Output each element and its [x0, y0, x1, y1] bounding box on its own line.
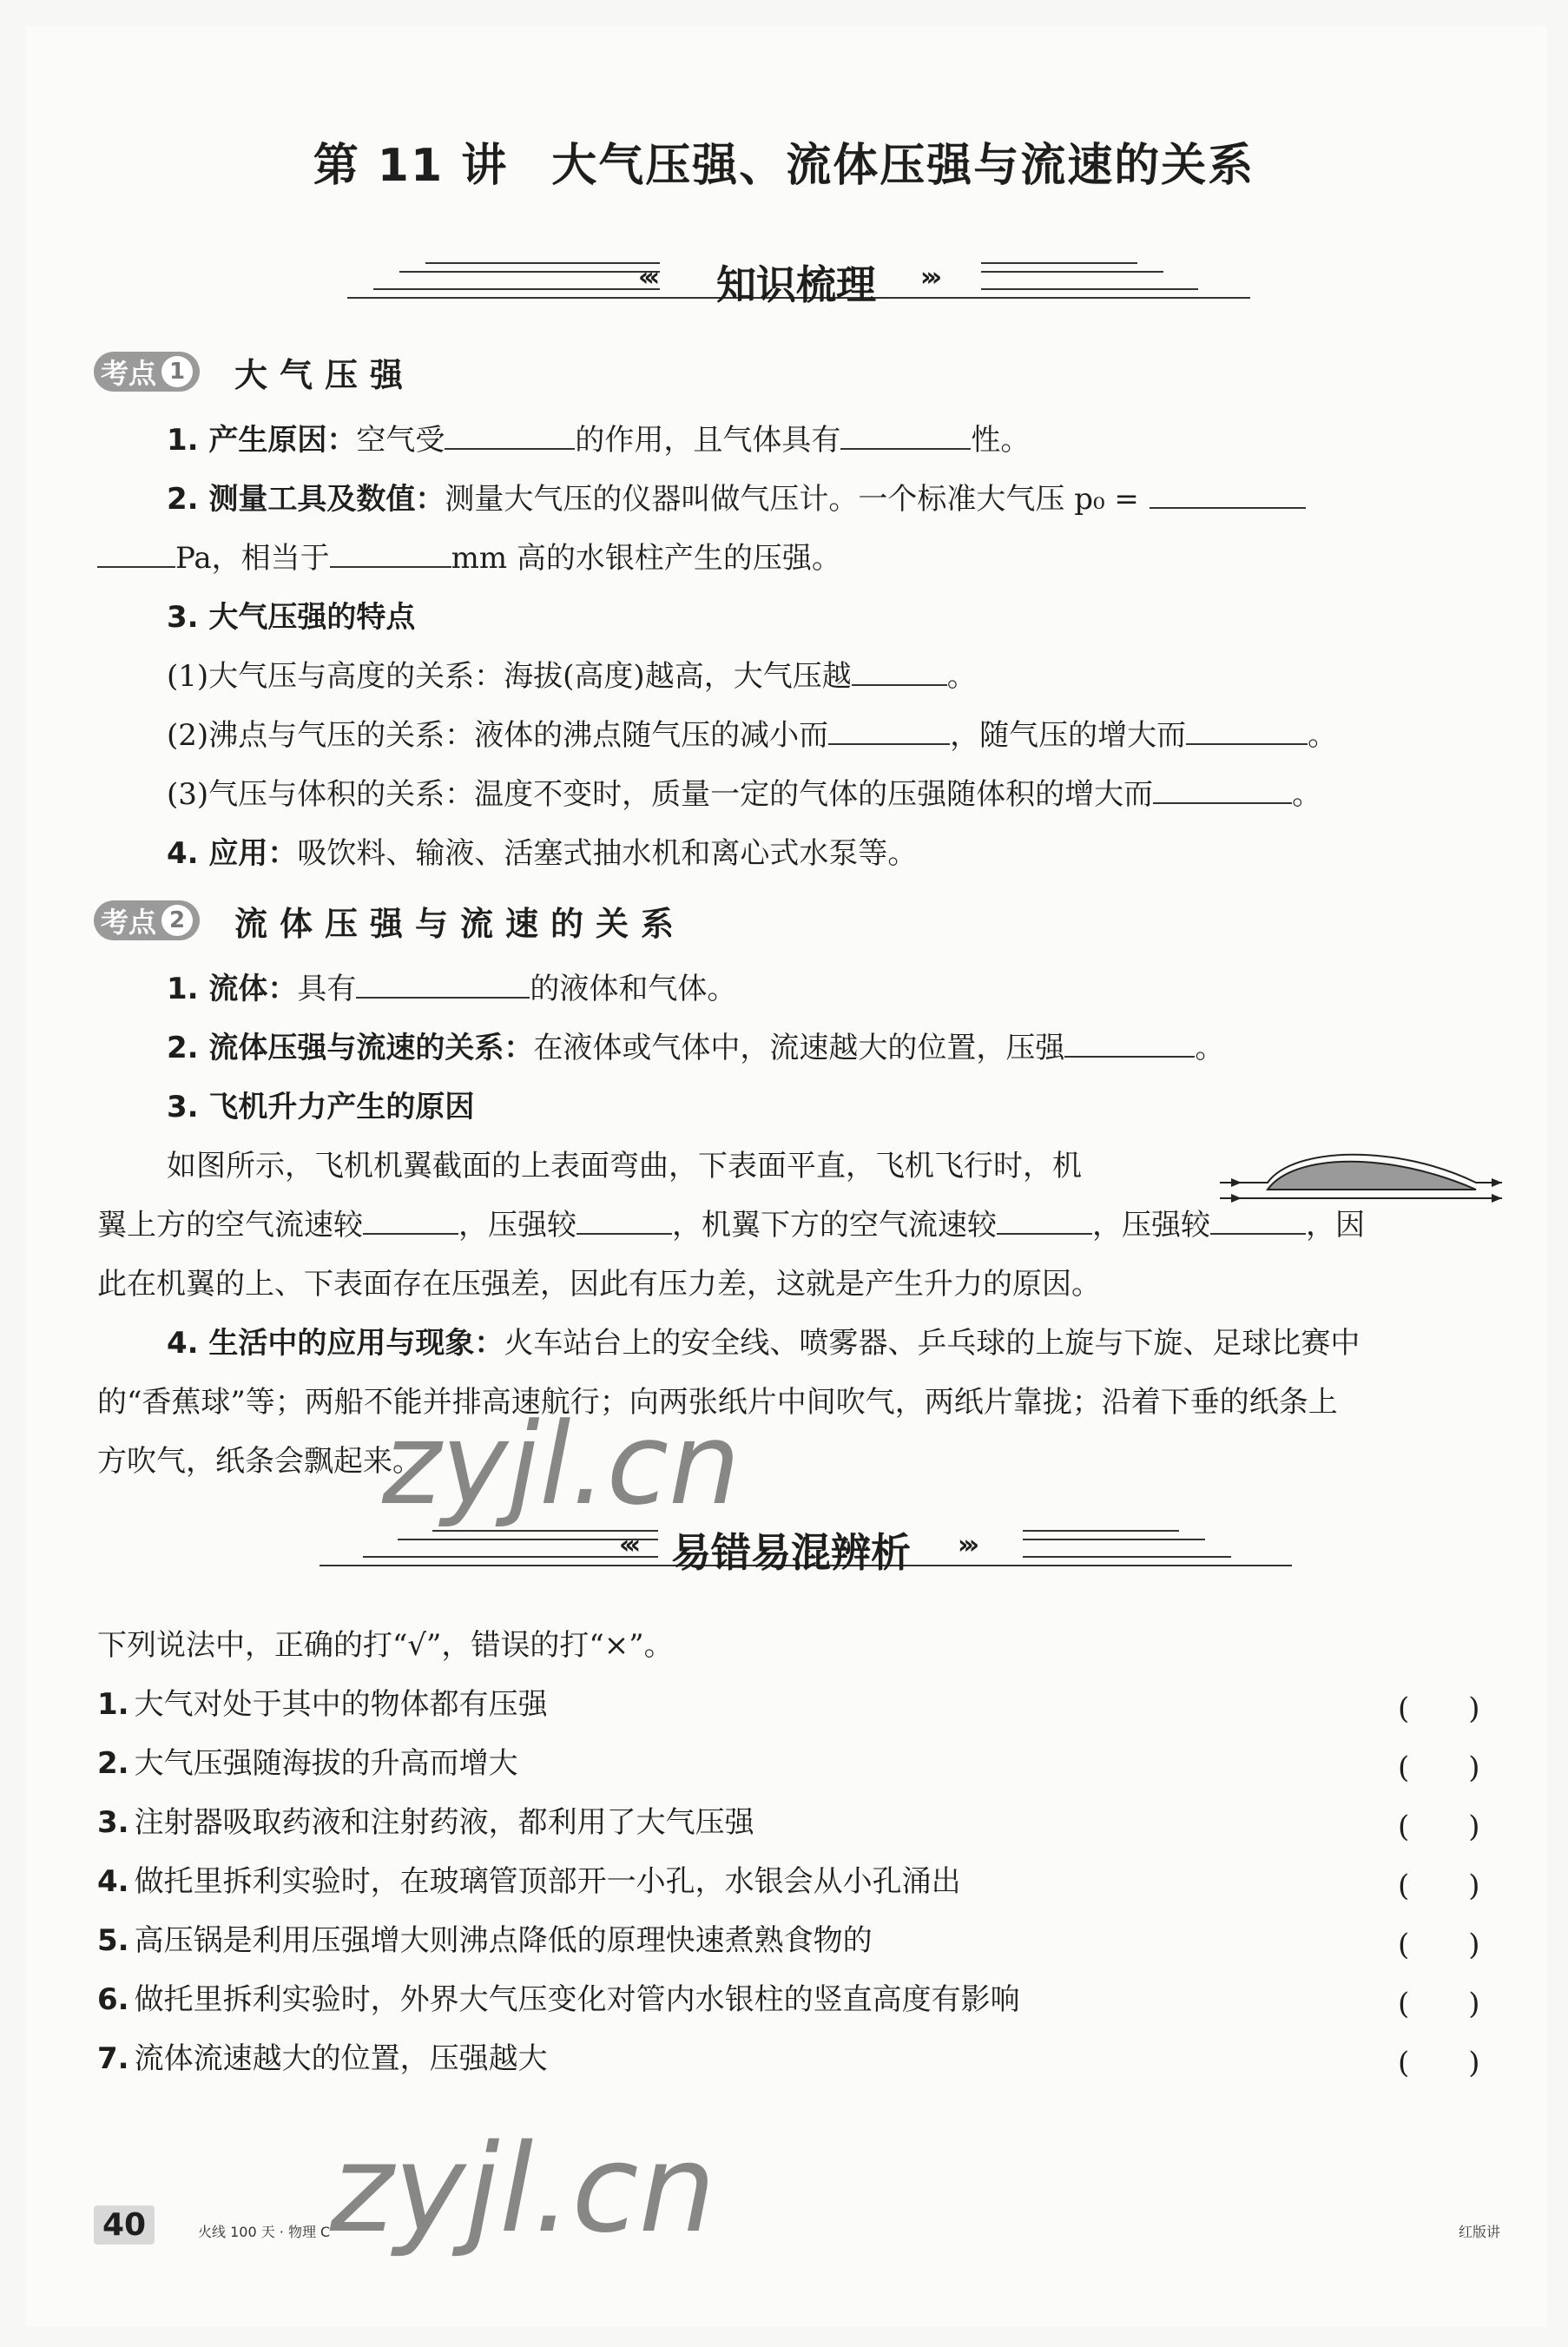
watermark: zyjl.cn	[330, 2119, 716, 2260]
k1-line-3-3: (3)气压与体积的关系：温度不变时，质量一定的气体的压强随体积的增大而 。	[167, 777, 1322, 812]
answer-parentheses[interactable]: ( )	[1398, 1869, 1480, 1903]
judge-item-number: 2.	[97, 1746, 129, 1781]
judge-item	[97, 2039, 548, 2079]
k1-line-2b: Pa，相当于 mm 高的水银柱产生的压强。	[97, 538, 841, 578]
k1-line-3-2: (2)沸点与气压的关系：液体的沸点随气压的减小而 ，随气压的增大而 。	[167, 718, 1338, 753]
judge-item-number: 6.	[97, 1982, 129, 2017]
judge-item	[97, 1684, 548, 1724]
judge-item-number: 4.	[97, 1864, 129, 1899]
judge-item-text: 大气对处于其中的物体都有压强	[134, 1687, 548, 1722]
judge-item-number: 1.	[97, 1687, 129, 1722]
answer-parentheses[interactable]: ( )	[1398, 1691, 1480, 1726]
judge-item-number: 7.	[97, 2041, 129, 2076]
kaodian-badge: 考点 2	[94, 900, 200, 940]
left-chevron-icon: ‹‹‹	[619, 1530, 636, 1560]
judge-item-text: 高压锅是利用压强增大则沸点降低的原理快速煮熟食物的	[134, 1923, 873, 1958]
watermark: zyjl.cn	[382, 1398, 741, 1530]
k1-line-4: 4. 应用：吸饮料、输液、活塞式抽水机和离心式水泵等。	[167, 836, 918, 871]
kaodian-2-heading	[94, 894, 686, 946]
judge-item	[97, 1921, 873, 1961]
judge-intro: 下列说法中，正确的打“√”，错误的打“×”。	[97, 1628, 674, 1663]
answer-parentheses[interactable]: ( )	[1398, 1750, 1480, 1785]
section-header-knowledge	[347, 250, 1250, 311]
k2-line-3-head: 3. 飞机升力产生的原因	[167, 1090, 475, 1124]
book-name: 火线 100 天 · 物理 C	[198, 2224, 331, 2240]
answer-parentheses[interactable]: ( )	[1398, 2046, 1480, 2080]
judge-item-text: 做托里拆利实验时，在玻璃管顶部开一小孔，水银会从小孔涌出	[134, 1864, 961, 1899]
k2-line-3a: 如图所示，飞机机翼截面的上表面弯曲，下表面平直，飞机飞行时，机	[167, 1149, 1082, 1183]
judge-item-text: 大气压强随海拔的升高而增大	[134, 1746, 518, 1781]
judge-item-text: 流体流速越大的位置，压强越大	[134, 2041, 548, 2076]
k2-line-4c: 方吹气，纸条会飘起来。	[97, 1444, 422, 1479]
left-chevron-icon: ‹‹‹	[638, 262, 656, 293]
section-title: 易错易混辨析	[671, 1529, 911, 1576]
judge-item	[97, 1862, 961, 1902]
k1-line-3-1: (1)大气压与高度的关系：海拔(高度)越高，大气压越 。	[167, 659, 977, 694]
wing-cross-section	[1268, 1162, 1476, 1190]
edition-label: 红版讲	[1459, 2224, 1501, 2240]
k1-line-2: 2. 测量工具及数值：测量大气压的仪器叫做气压计。一个标准大气压 p₀ =	[167, 479, 1306, 519]
kaodian-1-heading	[94, 346, 415, 398]
k2-line-2: 2. 流体压强与流速的关系：在液体或气体中，流速越大的位置，压强 。	[167, 1031, 1225, 1065]
k2-line-3c: 此在机翼的上、下表面存在压强差，因此有压力差，这就是产生升力的原因。	[97, 1267, 1101, 1302]
kaodian-title: 流体压强与流速的关系	[234, 904, 687, 943]
answer-parentheses[interactable]: ( )	[1398, 1987, 1480, 2021]
judge-item	[97, 1803, 754, 1843]
judge-item-number: 3.	[97, 1805, 129, 1840]
k2-line-4a: 4. 生活中的应用与现象：火车站台上的安全线、喷雾器、乒乓球的上旋与下旋、足球比赛中	[167, 1326, 1360, 1361]
right-chevron-icon: ›››	[920, 262, 938, 293]
kaodian-badge: 考点 1	[94, 352, 200, 392]
judge-item-number: 5.	[97, 1923, 129, 1958]
k2-line-3b: 翼上方的空气流速较 ，压强较 ，机翼下方的空气流速较 ，压强较 ，因	[97, 1208, 1365, 1243]
answer-parentheses[interactable]: ( )	[1398, 1928, 1480, 1962]
kaodian-title: 大气压强	[234, 355, 416, 394]
judge-item-text: 注射器吸取药液和注射药液，都利用了大气压强	[134, 1805, 754, 1840]
right-chevron-icon: ›››	[958, 1530, 975, 1560]
judge-item	[97, 1980, 1020, 2020]
k1-line-1: 1. 产生原因：空气受 的作用，且气体具有 性。	[167, 423, 1031, 458]
k2-line-4b: 的“香蕉球”等；两船不能并排高速航行；向两张纸片中间吹气，两纸片靠拢；沿着下垂的纸条上	[97, 1385, 1338, 1420]
k2-line-1: 1. 流体：具有 的液体和气体。	[167, 972, 737, 1006]
lecture-number: 第 11 讲	[313, 140, 509, 192]
answer-parentheses[interactable]: ( )	[1398, 1810, 1480, 1844]
page-number: 40	[94, 2205, 155, 2245]
section-title: 知识梳理	[716, 261, 876, 308]
airfoil-diagram	[1216, 1144, 1511, 1214]
page-title	[0, 129, 1568, 194]
judge-item-text: 做托里拆利实验时，外界大气压变化对管内水银柱的竖直高度有影响	[134, 1982, 1020, 2017]
lecture-topic: 大气压强、流体压强与流速的关系	[551, 140, 1255, 192]
k1-line-3-head: 3. 大气压强的特点	[167, 600, 416, 635]
judge-item	[97, 1744, 518, 1783]
